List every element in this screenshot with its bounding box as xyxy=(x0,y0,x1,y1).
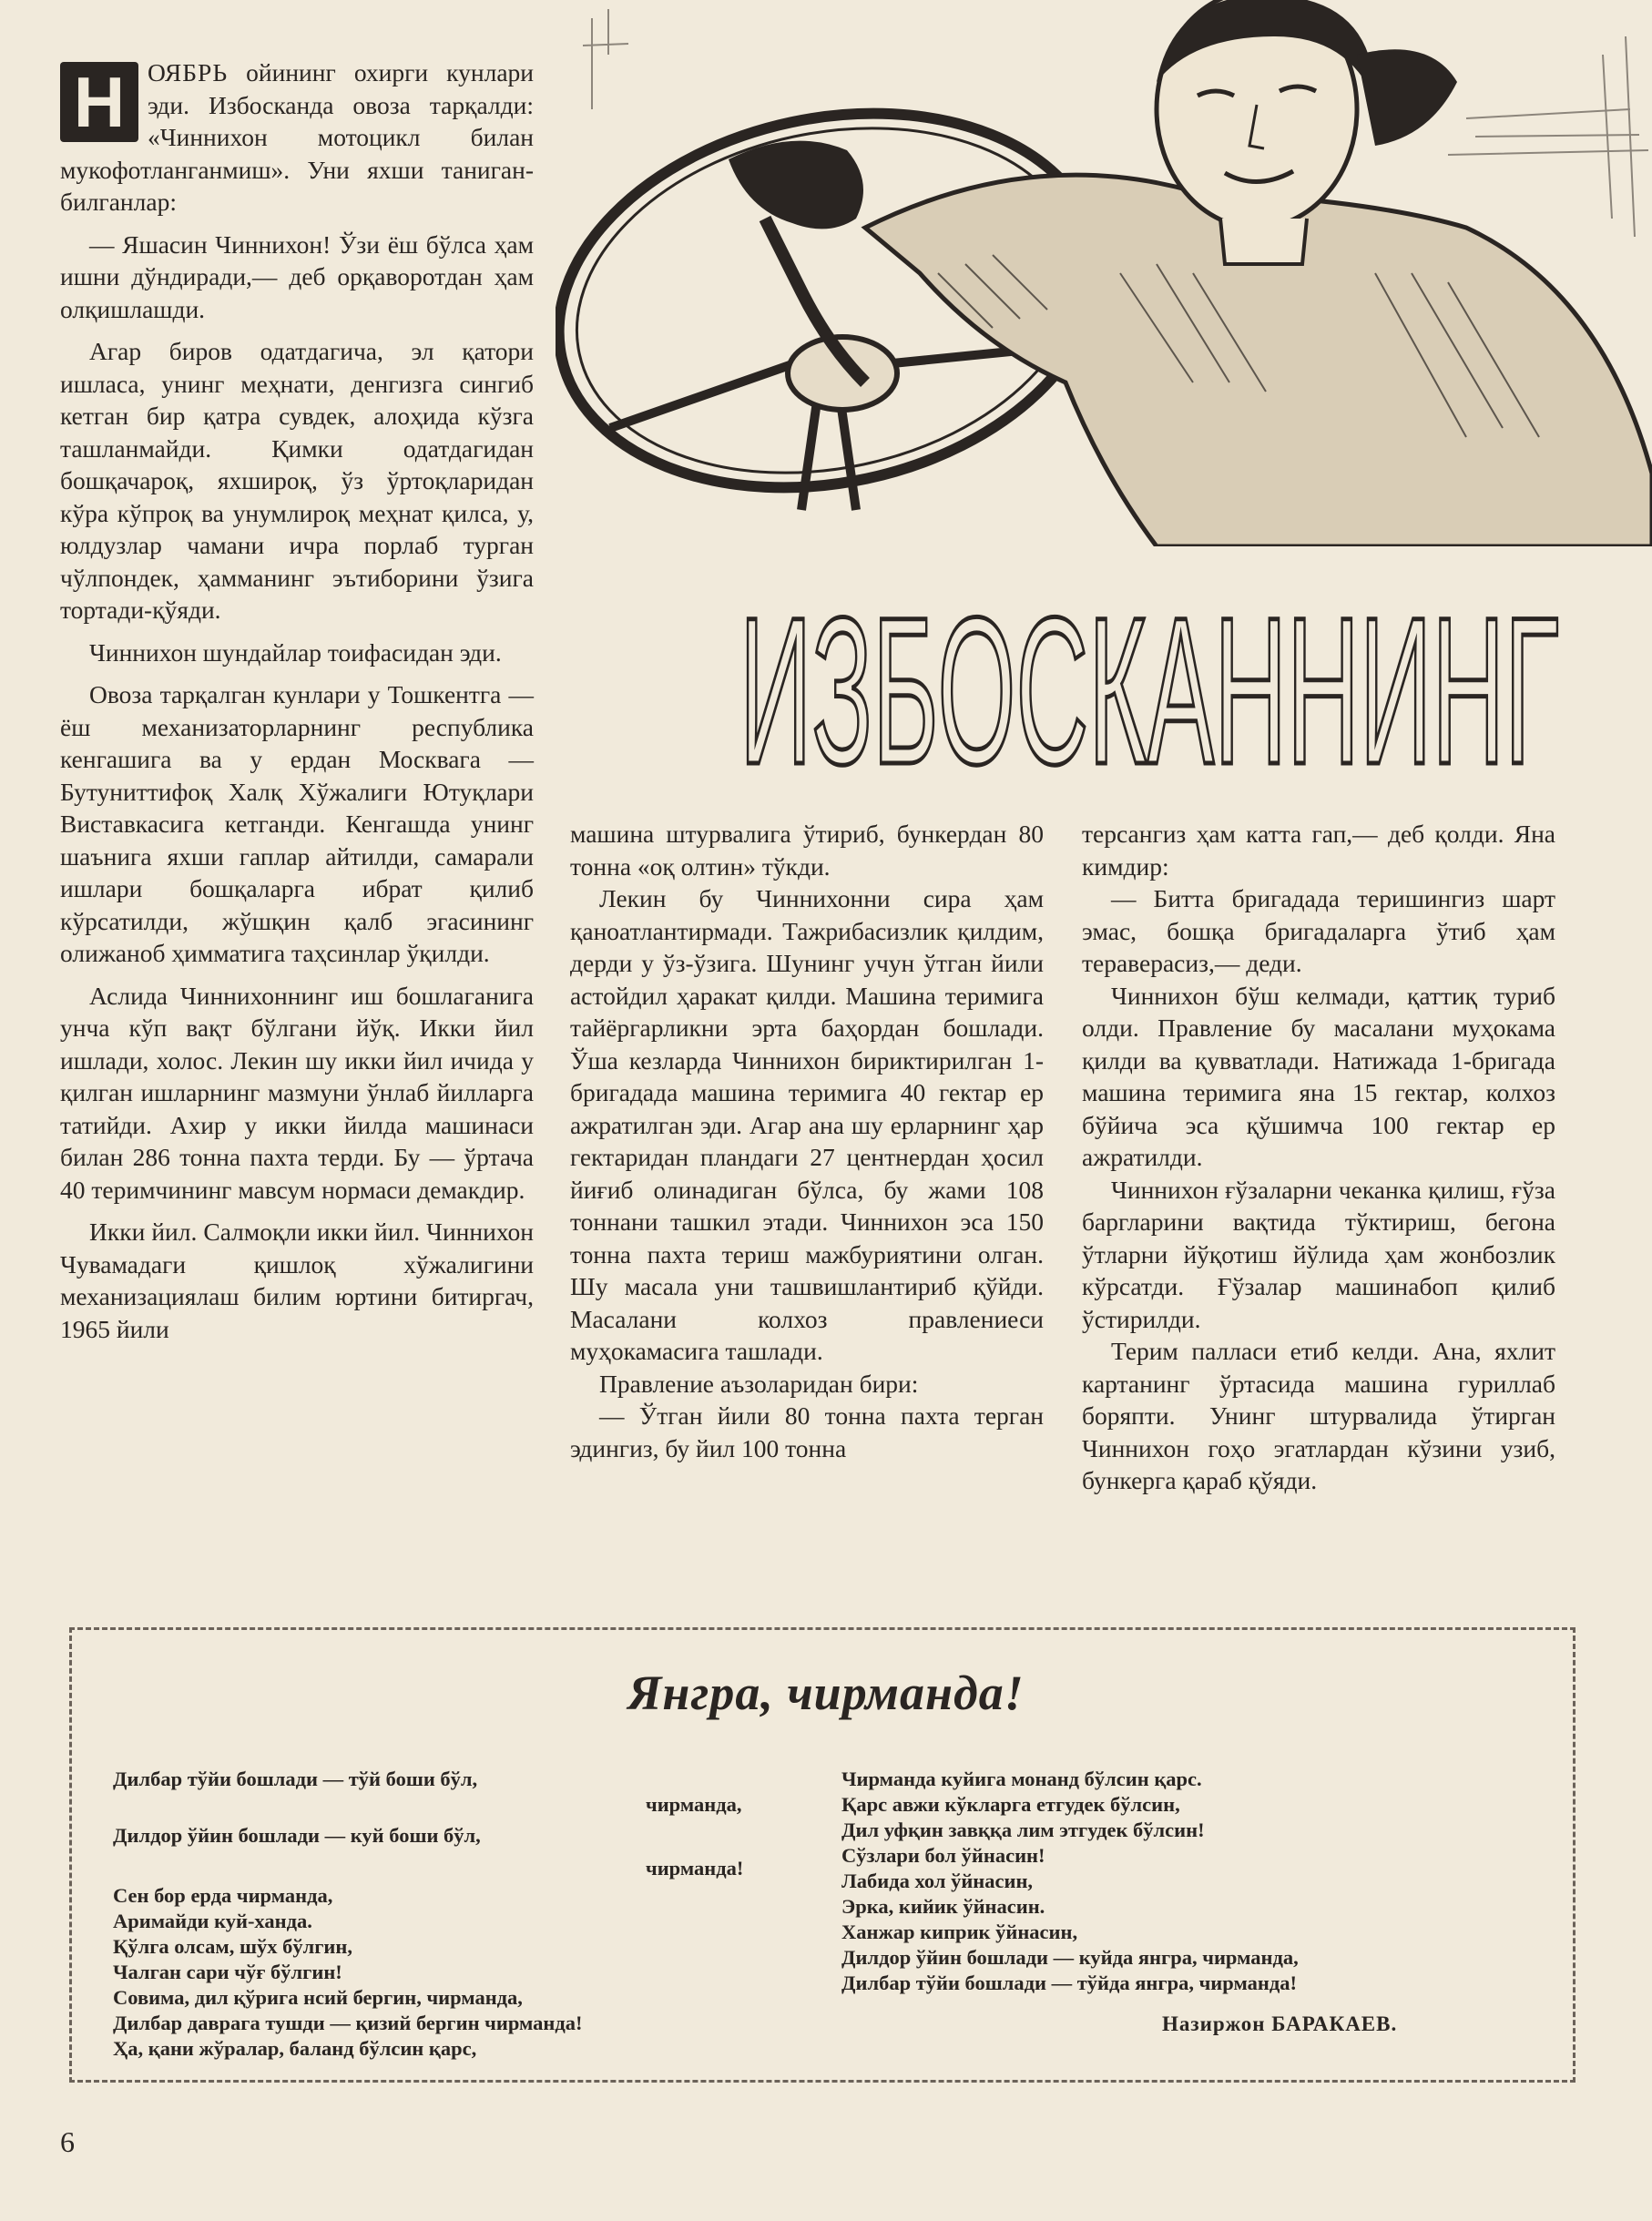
poem-line: Дилбар тўйи бошлади — тўйда янгра, чирманда! xyxy=(841,1971,1297,1994)
poem-line: Дилбар даврага тушди — қизий бергин чирманда! xyxy=(113,2012,583,2034)
poem-left-column xyxy=(113,1767,787,2062)
poem-line: чирманда! xyxy=(646,1857,744,1880)
paragraph: Правление аъзоларидан бири: xyxy=(599,1369,919,1398)
article-title xyxy=(739,581,1559,790)
article-column-1 xyxy=(60,56,534,1345)
poem-right-column xyxy=(841,1767,1497,1996)
poem-author: Назиржон БАРАКАЕВ. xyxy=(1162,2012,1398,2035)
article-lead-paragraph xyxy=(60,56,534,219)
paragraph: Аслида Чиннихоннинг иш бошлаганига унча кўп вақт бўлгани йўқ. Икки йил ишлади, холос. Лекин шу икки йил ичида у қилган ишларнинг мазмуни ўнлаб йилларга татийди. Ахир у икки йилда машинаси билан 286 тонна пахта терди. Бу — ўртача 40 теримчининг мавсум нормаси демакдир. xyxy=(60,981,534,1204)
poem-line: Дил уфқин завққа лим этгудек бўлсин! xyxy=(841,1819,1205,1841)
paragraph: Чиннихон шундайлар тоифасидан эди. xyxy=(89,637,502,667)
paragraph: — Битта бригадада теришингиз шарт эмас, бошқа бригадаларга ўтиб ҳам тераверасиз,— деди. xyxy=(1082,884,1555,977)
paragraph: Агар биров одатдагича, эл қатори ишласа, унинг меҳнати, денгизга сингиб кетган бир қатра сувдек, алоҳида кўзга ташланмайди. Қимки одатдагидан бошқачароқ, яхшироқ, ўз ўртоқларидан кўра кўпроқ ва унумлироқ меҳнат қилса, у, юлдузлар чамани ичра порлаб турган чўлпондек, ҳамманинг эътиборини ўзига тортади-қўяди. xyxy=(60,337,534,624)
article-column-2 xyxy=(570,818,1044,1464)
poem-line: Эрка, кийик ўйнасин. xyxy=(841,1895,1045,1918)
poem-line: Қарс авжи кўкларга етгудек бўлсин, xyxy=(841,1793,1180,1816)
article-column-3 xyxy=(1082,818,1555,1497)
poem-line: Ханжар киприк ўйнасин, xyxy=(841,1920,1078,1943)
poem-line: Совима, дил қўрига нсий бергин, чирманда, xyxy=(113,1986,523,2009)
poem-line: Қўлга олсам, шўх бўлгин, xyxy=(113,1935,352,1958)
poem-line: чирманда, xyxy=(646,1793,742,1816)
paragraph: машина штурвалига ўтириб, бункердан 80 тонна «оқ олтин» тўкди. xyxy=(570,820,1044,881)
poem-line: Дилдор ўйин бошлади — куйда янгра, чирманда, xyxy=(841,1946,1299,1969)
poem-line: Дилбар тўйи бошлади — тўй боши бўл, xyxy=(113,1768,478,1790)
paragraph: Чиннихон бўш келмади, қаттиқ туриб олди. Правление бу масалани муҳокама қилди ва қувватлади. Натижада 1-бригада машина теримига яна 15 гектар, колхоз бўйича эса қўшимча 100 гектар ер ажратилди. xyxy=(1082,981,1555,1171)
poem-line: Чирманда куйига монанд бўлсин қарс. xyxy=(841,1768,1202,1790)
page-number: 6 xyxy=(60,2125,75,2158)
poem-line: Ҳа, қани жўралар, баланд бўлсин қарс, xyxy=(113,2037,477,2060)
poem-line: Сўзлари бол ўйнасин! xyxy=(841,1844,1045,1867)
poem-line: Сен бор ерда чирманда, xyxy=(113,1884,333,1907)
poem-title: Янгра, чирманда! xyxy=(627,1666,1025,1720)
paragraph: — Ўтган йили 80 тонна пахта терган эдингиз, бу йил 100 тонна xyxy=(570,1401,1044,1462)
poem-line: Аримайди куй-хандa. xyxy=(113,1910,312,1932)
lead-caps: ОЯБРЬ xyxy=(148,58,229,87)
poem-line: Дилдор ўйин бошлади — куй боши бўл, xyxy=(113,1824,481,1847)
poem-line: Лабида хол ўйнасин, xyxy=(841,1870,1034,1892)
woman-driver-illustration xyxy=(556,0,1652,546)
article-title-text: ИЗБОСКАННИНГ xyxy=(739,581,1559,790)
drop-cap: Н xyxy=(60,62,138,142)
paragraph: Терим палласи етиб келди. Ана, яхлит картанинг ўртасида машина гуриллаб боряпти. Унинг штурвалида ўтирган Чиннихон гоҳо эгатлардан кўзини узиб, бункерга қараб қўяди. xyxy=(1082,1337,1555,1494)
paragraph: — Яшасин Чиннихон! Ўзи ёш бўлса ҳам ишни дўндиради,— деб орқаворотдан ҳам олқишлашди. xyxy=(60,229,534,323)
lead-text: ойининг охирги кунлари эди. Избосканда овоза тарқалди: «Чиннихон мотоцикл билан мукофотланганмиш». Уни яхши таниган-билганлар: xyxy=(60,58,534,216)
poem-line: Чалган сари чўғ бўлгин! xyxy=(113,1961,342,1983)
paragraph: Овоза тарқалган кунлари у Тошкентга — ёш механизаторларнинг республика кенгашига ва у ердан Москвага — Бутуниттифоқ Халқ Хўжалиги Ютуқлари Виставкасига кетганди. Кенгашда унинг шаънига яхши гаплар айтилди, самарали ишлари бошқаларга ибрат қилиб кўрсатилди, жўшқин қалб эгасининг олижаноб ҳимматига таҳсинлар ўқилди. xyxy=(60,680,534,967)
paragraph: терсангиз ҳам катта гап,— деб қолди. Яна кимдир: xyxy=(1082,820,1555,881)
paragraph: Лекин бу Чиннихонни сира ҳам қаноатлантирмади. Тажрибасизлик қилдим, дерди у ўз-ўзига. Шунинг учун ўтган йили астойдил ҳаракат қилди. Машина теримига тайёргарликни эрта баҳордан бошлади. Ўша кезларда Чиннихон бириктирилган 1-бригадада машина теримига 40 гектар ер ажратилган эди. Агар ана шу ерларнинг ҳар гектаридан пландаги 27 центнердан ҳосил йиғиб олинадиган бўлса, бу жами 108 тоннани ташкил этади. Чиннихон эса 150 тонна пахта териш мажбуриятини олган. Шу масала уни ташвишлантириб қўйди. Масалани колхоз правлениеси муҳокамасига ташлади. xyxy=(570,884,1044,1365)
paragraph: Чиннихон ғўзаларни чеканка қилиш, ғўза баргларини вақтида тўктириш, бегона ўтларни йўқотиш йўлида ҳам жонбозлик кўрсатди. Ғўзалар машинабоп қилиб ўстирилди. xyxy=(1082,1175,1555,1333)
paragraph: Икки йил. Салмоқли икки йил. Чиннихон Чувамадаги қишлоқ хўжалигини механизациялаш билим юртини битиргач, 1965 йили xyxy=(60,1217,534,1343)
